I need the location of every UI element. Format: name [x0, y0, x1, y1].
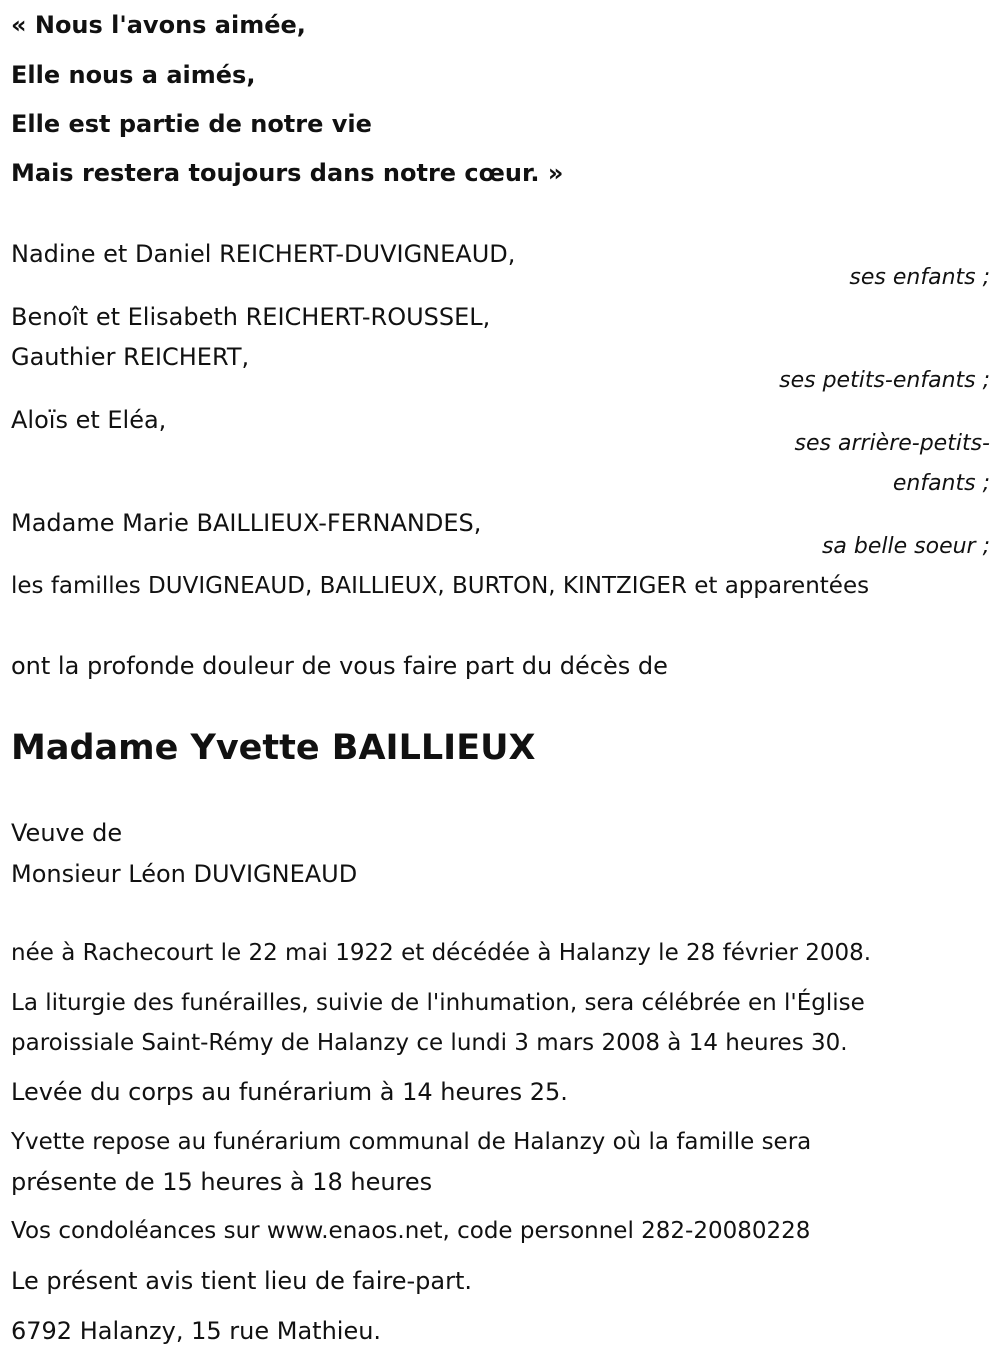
poem-line-3: Elle est partie de notre vie: [11, 110, 372, 138]
widow-line-2: Monsieur Léon DUVIGNEAUD: [11, 860, 358, 888]
children-names: Nadine et Daniel REICHERT-DUVIGNEAUD,: [11, 240, 516, 268]
great-grandchildren-relation-1: ses arrière-petits-: [794, 431, 990, 456]
children-relation: ses enfants ;: [849, 265, 990, 290]
deceased-name: Madame Yvette BAILLIEUX: [11, 728, 536, 768]
birth-death-line: née à Rachecourt le 22 mai 1922 et décédée à Halanzy le 28 février 2008.: [11, 940, 872, 966]
address-line: 6792 Halanzy, 15 rue Mathieu.: [11, 1317, 382, 1345]
announcement: ont la profonde douleur de vous faire part du décès de: [11, 652, 668, 680]
repose-line-2: présente de 15 heures à 18 heures: [11, 1168, 433, 1196]
grandchildren-names-2: Gauthier REICHERT,: [11, 343, 250, 371]
condolences-line: Vos condoléances sur www.enaos.net, code personnel 282-20080228: [11, 1218, 811, 1244]
funeral-line-2: paroissiale Saint-Rémy de Halanzy ce lundi 3 mars 2008 à 14 heures 30.: [11, 1030, 848, 1056]
notice-line: Le présent avis tient lieu de faire-part.: [11, 1267, 473, 1295]
funeral-line-1: La liturgie des funérailles, suivie de l'inhumation, sera célébrée en l'Église: [11, 990, 865, 1016]
families-list: les familles DUVIGNEAUD, BAILLIEUX, BURTON, KINTZIGER et apparentées: [11, 573, 870, 599]
great-grandchildren-relation-2: enfants ;: [892, 471, 990, 496]
repose-line-1: Yvette repose au funérarium communal de Halanzy où la famille sera: [11, 1129, 812, 1155]
levee-line: Levée du corps au funérarium à 14 heures 25.: [11, 1078, 568, 1106]
poem-line-1: « Nous l'avons aimée,: [11, 11, 306, 39]
grandchildren-names-1: Benoît et Elisabeth REICHERT-ROUSSEL,: [11, 303, 491, 331]
grandchildren-relation: ses petits-enfants ;: [779, 368, 990, 393]
poem-line-4: Mais restera toujours dans notre cœur. »: [11, 159, 564, 187]
widow-line-1: Veuve de: [11, 819, 123, 847]
great-grandchildren-names: Aloïs et Eléa,: [11, 406, 167, 434]
sister-in-law-name: Madame Marie BAILLIEUX-FERNANDES,: [11, 509, 482, 537]
sister-in-law-relation: sa belle soeur ;: [821, 534, 990, 559]
poem-line-2: Elle nous a aimés,: [11, 61, 256, 89]
